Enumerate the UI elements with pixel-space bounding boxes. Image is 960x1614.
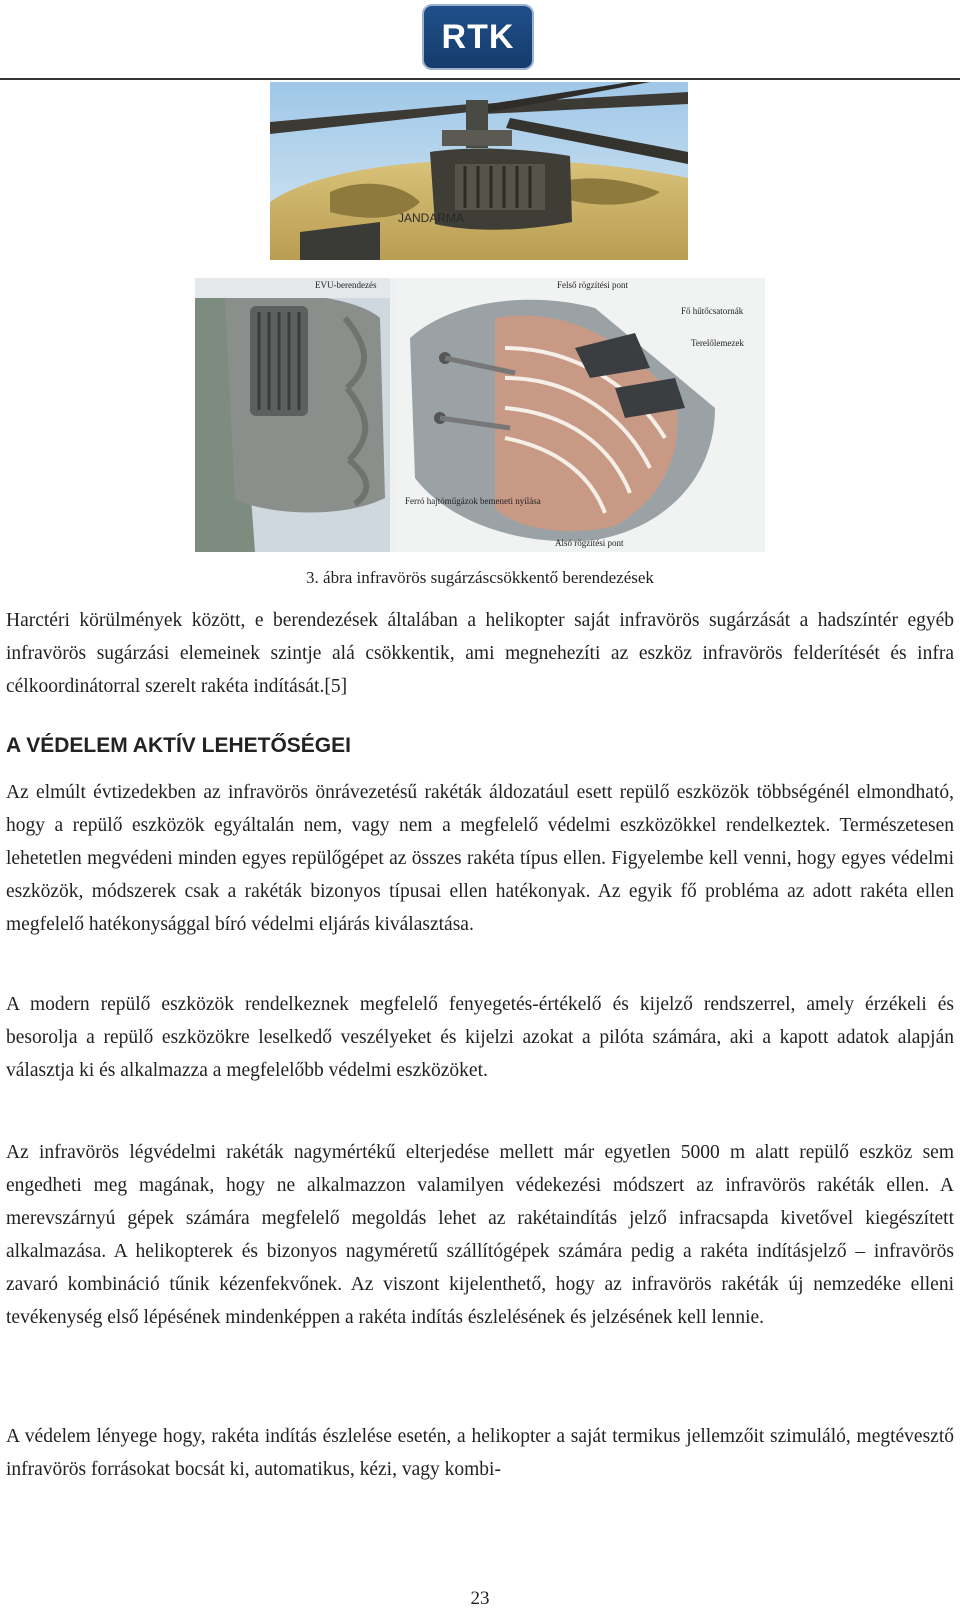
label-top-mount: Felső rögzítési pont [557,280,628,290]
rtk-logo [422,4,534,70]
paragraph-3: A modern repülő eszközök rendelkeznek megfelelő fenyegetés-értékelő és kijelző rendszerrel, amely érzékeli és besorolja a repülő eszközökre leselkedő veszélyeket és kijelzi azokat a pilóta számára, aki a kapott adatok alapján választja ki és alkalmazza a megfelelőbb védelmi eszközöket. [6,994,954,1081]
paragraph-1: Harctéri körülmények között, e berendezések általában a helikopter saját infravörös sugárzását a hadszíntér egyéb infravörös sugárzási elemeinek szintje alá csökkentik, ami megnehezíti az eszköz infravörös felderítését és infra célkoordinátorral szerelt rakéta indítását.[5] [6,610,954,697]
page-header [0,0,960,80]
paragraph-4: Az infravörös légvédelmi rakéták nagymértékű elterjedése mellett már egyetlen 5000 m alatt repülő eszköz sem engedheti meg magának, hogy ne alkalmazzon valamilyen védekezési módszert az infravörös rakéták ellen. A merevszárnyú gépek számára megfelelő megoldás lehet az rakétaindítás jelző infracsapda kivetővel kiegészített alkalmazása. A helikopterek és bizonyos nagyméretű szállítógépek számára pedig a rakéta indításjelző – infravörös zavaró kombináció tűnik kézenfekvőnek. Az viszont kijelenthető, hogy az infravörös rakéták új nemzedéke elleni tevékenység első lépésének mindenképpen a rakéta indítás észlelésének és jelzésének kell lennie. [6,1142,954,1328]
label-main-channel: Fő hűtőcsatornák [681,306,744,316]
label-inlet: Ferró hajtóműgázok bemeneti nyílása [405,496,541,506]
jandarma-marking: JANDARMA [398,211,465,225]
ir-suppressor-drawing [195,278,765,552]
ir-suppressor-photo [195,278,765,552]
page-number: 23 [470,1588,490,1609]
figure-caption: 3. ábra infravörös sugárzáscsökkentő berendezések [306,568,654,587]
label-bottom-mount: Alsó rögzítési pont [555,538,624,548]
section-heading: A VÉDELEM AKTÍV LEHETŐSÉGEI [6,734,351,757]
label-evu: EVU-berendezés [315,280,377,290]
header-divider [0,78,960,80]
logo-text: RTK [441,17,515,56]
helicopter-photo [270,82,688,260]
paragraph-5: A védelem lényege hogy, rakéta indítás észlelése esetén, a helikopter a saját termikus jellemzőit szimuláló, megtévesztő infravörös forrásokat bocsát ki, automatikus, kézi, vagy kombi- [6,1426,954,1480]
label-deflector: Terelőlemezek [691,338,744,348]
paragraph-2: Az elmúlt évtizedekben az infravörös önrávezetésű rakéták áldozatául esett repülő eszközök többségénél elmondható, hogy a repülő eszközök egyáltalán nem, vagy nem a megfelelő védelmi eszközökkel rendelkeztek. Természetesen lehetetlen megvédeni minden egyes repülőgépet az összes rakéta típus ellen. Figyelembe kell venni, hogy egyes védelmi eszközök, módszerek csak a rakéták bizonyos típusai ellen hatékonyak. Az egyik fő probléma az adott rakéta ellen megfelelő hatékonysággal bíró védelmi eljárás kiválasztása. [6,782,954,935]
helicopter-photo-drawing [270,82,688,260]
